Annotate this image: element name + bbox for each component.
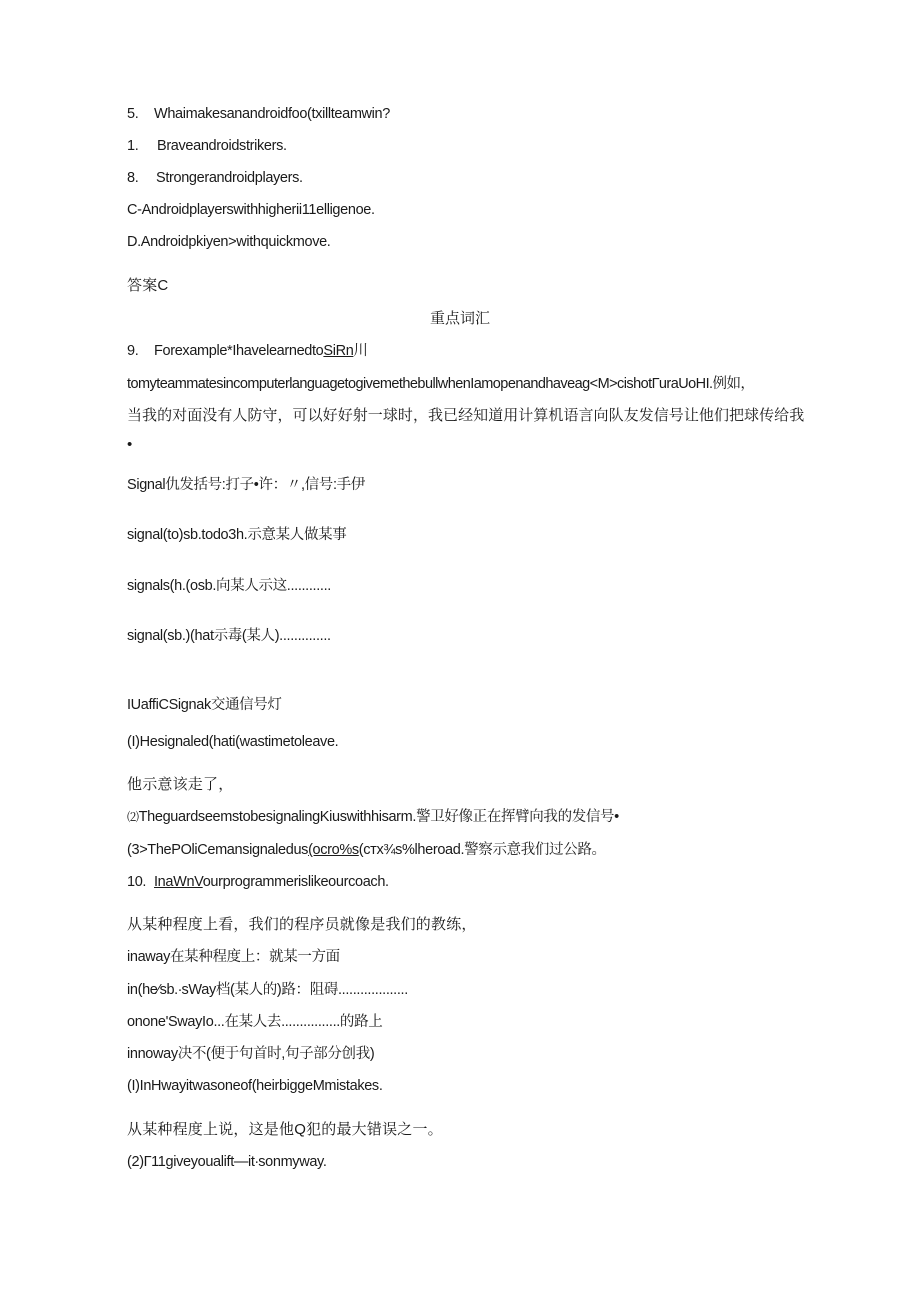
item10-def-4: innoway决不(便于句首时,句子部分创我)	[127, 1046, 375, 1062]
item9-example-2-text: TheguardseemstobesignalingKiuswithhisarm.警卫好像正在挥臂向我的发信号•	[138, 809, 619, 825]
item9-def-5: IUaffiCSignak交通信号灯	[127, 697, 282, 713]
item9-number: 9.	[127, 343, 139, 359]
item9-example-3-before: (3>ThePOliCemansignaledus	[127, 842, 309, 858]
item10-def-1: inaway在某种程度上：就某一方面	[127, 949, 340, 965]
q5-option-1-label: 1.	[127, 138, 139, 154]
item9-def-3: signals(h.(osb.向某人示这............	[127, 578, 331, 594]
q5-option-1	[127, 136, 287, 156]
item10-sentence-after: ourprogrammerislikeourcoach.	[202, 874, 389, 890]
item9-example-2	[127, 807, 619, 827]
item10-def-2: in(he∕sb.∙sWay档(某人的)路：阻碍...................	[127, 982, 408, 998]
item9-example-2-label: ⑵	[127, 810, 139, 824]
item9-translation-line2: •	[127, 436, 133, 453]
item9-sentence-start: Forexample*Ihavelearnedto	[154, 343, 324, 359]
item10-def-3: onone'SwayIo...在某人去................的路上	[127, 1014, 383, 1030]
q5-option-2-label: 8.	[127, 170, 139, 186]
q5-answer: 答案C	[127, 277, 169, 294]
item9-example-3-underlined: (ocro%s	[308, 842, 359, 858]
item10-example-2: (2)Г11giveyoualift—it∙sonmyway.	[127, 1154, 327, 1170]
item9-sentence-underlined: SiRn	[323, 343, 354, 359]
item10-sentence-underlined: InaWnV	[154, 874, 203, 890]
q5-question-text: Whaimakesanandroidfoo(txillteamwin?	[154, 106, 390, 122]
item9-def-2: signal(to)sb.todo3h.示意某人做某事	[127, 527, 347, 543]
item10-example-1: (I)InHwayitwasoneof(heirbiggeMmistakes.	[127, 1078, 383, 1094]
item9-def-1: Signal仇发括号:打子•许：〃,信号:手伊	[127, 477, 365, 493]
item9-example-1-translation: 他示意该走了，	[127, 776, 234, 793]
item9-sentence-line2: tomyteammatesincomputerlanguagetogivemethebullwhenIamopenandhaveag<M>cishotГuraUoHI.例如，	[127, 376, 755, 392]
item9-sentence	[127, 341, 368, 361]
q5-option-4-text: D.Androidpkiyen>withquickmove.	[127, 234, 331, 250]
q5-question	[127, 104, 390, 124]
item10-translation: 从某种程度上看，我们的程序员就像是我们的教练，	[127, 916, 477, 933]
q5-option-3	[127, 200, 375, 220]
item9-example-3-after: (стх¾s%lheroad.警察示意我们过公路。	[358, 842, 606, 858]
item10-sentence	[127, 872, 389, 892]
item10-example-1-translation: 从某种程度上说，这是他Q犯的最大错误之一。	[127, 1121, 443, 1138]
item9-translation-line1: 当我的对面没有人防守，可以好好射一球时，我已经知道用计算机语言向队友发信号让他们把球传给我	[127, 407, 805, 424]
q5-option-3-text: C-Androidplayerswithhigherii11elligenoe.	[127, 202, 375, 218]
q5-option-1-text: Braveandroidstrikers.	[157, 138, 287, 154]
q5-number: 5.	[127, 106, 139, 122]
section-title: 重点词汇	[429, 310, 490, 327]
item9-example-3	[127, 840, 606, 860]
q5-option-2	[127, 168, 303, 188]
item9-example-1: (I)Hesignaled(hati(wastimetoleave.	[127, 734, 339, 750]
item9-sentence-after: 川	[353, 343, 368, 359]
q5-option-2-text: Strongerandroidplayers.	[156, 170, 303, 186]
item9-def-4: signal(sb.)(hat示毒(某人)..............	[127, 628, 331, 644]
item10-number: 10.	[127, 874, 147, 890]
q5-option-4	[127, 232, 330, 252]
